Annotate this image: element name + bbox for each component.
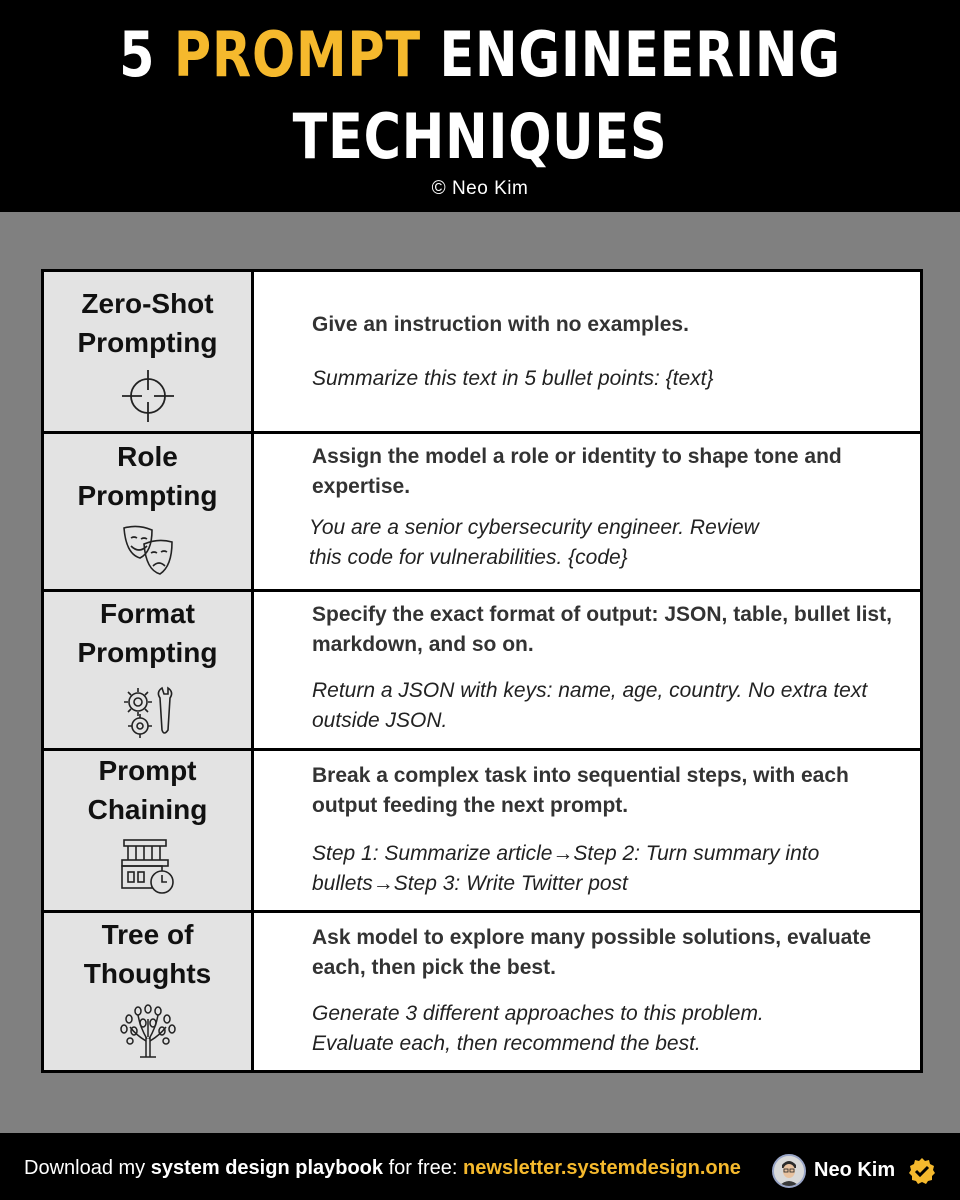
newsletter-link[interactable]: newsletter.systemdesign.one [463,1157,741,1179]
technique-example: Return a JSON with keys: name, age, country. No extra text outside JSON. [312,679,868,732]
table-row [44,592,920,751]
technique-detail-cell [254,751,920,910]
technique-description: Specify the exact format of output: JSON, table, bullet list, markdown, and so on. [312,603,892,656]
table-row [44,434,920,592]
title-number: 5 [119,18,156,91]
crosshair-icon [118,366,178,426]
technique-name-cell [44,434,254,589]
technique-name-cell [44,751,254,910]
technique-example: You are a senior cybersecurity engineer. Review this code for vulnerabilities. {code} [309,516,759,569]
title-line-2: TECHNIQUES [292,100,668,173]
technique-example: Generate 3 different approaches to this problem. Evaluate each, then recommend the best. [312,1002,764,1055]
technique-name: Tree of Thoughts [83,919,212,989]
footer-text: Download my system design playbook for free: newsletter.systemdesign.one [24,1157,741,1179]
verified-badge-icon [908,1157,936,1185]
credit: © Neo Kim [431,178,529,199]
table-row [44,913,920,1070]
page-title [86,0,873,178]
technique-name: Role Prompting [77,441,218,511]
gears-wrench-icon [118,682,178,742]
technique-description: Ask model to explore many possible solutions, evaluate each, then pick the best. [312,926,871,979]
technique-detail-cell [254,434,920,589]
techniques-table [41,269,923,1073]
technique-example: Step 1: Summarize article→Step 2: Turn summary into bullets→Step 3: Write Twitter post [312,842,820,895]
technique-detail-cell [254,272,920,431]
technique-description: Give an instruction with no examples. [312,313,689,336]
technique-name: Format Prompting [77,598,218,668]
tree-icon [118,1001,178,1061]
person-icon [774,1156,804,1186]
technique-description: Assign the model a role or identity to shape tone and expertise. [312,445,842,498]
table-row [44,751,920,913]
technique-name-cell [44,913,254,1070]
theater-masks-icon [118,522,178,582]
technique-name: Prompt Chaining [87,755,208,825]
technique-name: Zero-Shot Prompting [77,288,218,358]
technique-example: Summarize this text in 5 bullet points: {text} [312,367,714,390]
table-row [44,272,920,434]
factory-clock-icon [118,836,178,896]
technique-name-cell [44,592,254,748]
technique-detail-cell [254,592,920,748]
header [0,0,960,212]
avatar [772,1154,806,1188]
title-accent-word: PROMPT [173,18,421,91]
author-name: Neo Kim [814,1159,896,1181]
technique-name-cell [44,272,254,431]
technique-description: Break a complex task into sequential steps, with each output feeding the next prompt. [312,764,849,817]
title-word: ENGINEERING [439,18,841,91]
technique-detail-cell [254,913,920,1070]
